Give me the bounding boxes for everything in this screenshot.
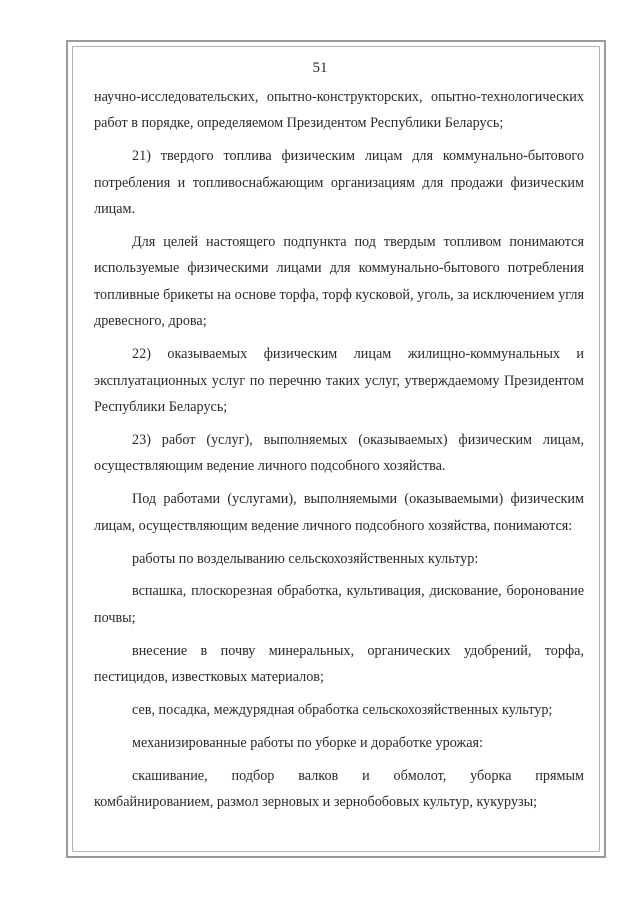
paragraph: сев, посадка, междурядная обработка сельскохозяйственных культур; bbox=[132, 702, 553, 719]
paragraph: 21) твердого топлива физическим лицам для коммунально-бытового потребления и топливоснабжающим организациям для продажи физическим лицам. bbox=[94, 148, 584, 218]
paragraph: вспашка, плоскорезная обработка, культивация, дискование, боронование почвы; bbox=[94, 583, 584, 626]
paragraph: Для целей настоящего подпункта под твердым топливом понимаются используемые физическими лицами для коммунально-бытового потребления топливные брикеты на основе торфа, торф кусковой, уголь, за исключением угля древесного, дрова; bbox=[94, 234, 584, 330]
paragraph: 22) оказываемых физическим лицам жилищно-коммунальных и эксплуатационных услуг по перечню таких услуг, утверждаемому Президентом Республики Беларусь; bbox=[94, 346, 584, 415]
paragraph: научно-исследовательских, опытно-конструкторских, опытно-технологических работ в порядке, определяемом Президентом Республики Беларусь; bbox=[94, 89, 584, 132]
paragraph: Под работами (услугами), выполняемыми (оказываемыми) физическим лицам, осуществляющим ведение личного подсобного хозяйства, понимаются: bbox=[94, 491, 584, 534]
page-number: 51 bbox=[312, 60, 328, 76]
paragraph: работы по возделыванию сельскохозяйственных культур: bbox=[132, 550, 479, 567]
document-body bbox=[94, 84, 584, 822]
paragraph: механизированные работы по уборке и доработке урожая: bbox=[132, 734, 484, 751]
paragraph: скашивание, подбор валков и обмолот, уборка прямым комбайнированием, размол зерновых и зернобобовых культур, кукурузы; bbox=[94, 767, 584, 811]
paragraph: 23) работ (услуг), выполняемых (оказываемых) физическим лицам, осуществляющим ведение личного подсобного хозяйства. bbox=[94, 431, 584, 475]
paragraph: внесение в почву минеральных, органических удобрений, торфа, пестицидов, известковых материалов; bbox=[94, 642, 584, 686]
